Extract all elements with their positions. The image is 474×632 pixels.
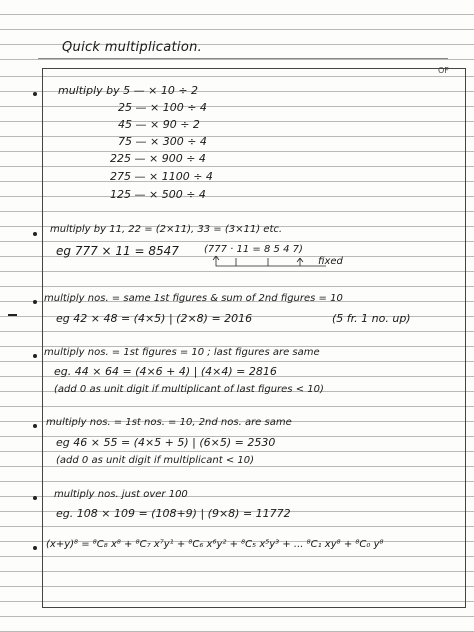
note-line: multiply nos. = same 1st figures & sum of 2nd figures = 10: [44, 293, 343, 304]
note-line: multiply nos. = 1st figures = 10 ; last figures are same: [44, 347, 320, 358]
fixed-note: fixed: [318, 256, 343, 267]
note-line: 75 — × 300 ÷ 4: [118, 135, 207, 148]
note-line: eg. 44 × 64 = (4×6 + 4) | (4×4) = 2816: [54, 365, 277, 378]
note-line: multiply nos. just over 100: [54, 489, 188, 500]
note-line: eg 777 × 11 = 8547: [56, 244, 179, 258]
bullet-section-1: [33, 92, 37, 96]
note-line: (5 fr. 1 no. up): [332, 312, 411, 325]
bullet-section-6: [33, 496, 37, 500]
page-mark: OF: [438, 66, 449, 75]
note-line: eg 46 × 55 = (4×5 + 5) | (6×5) = 2530: [56, 436, 276, 449]
header-rule: [38, 58, 448, 59]
note-line: (add 0 as unit digit if multiplicant < 10): [56, 455, 255, 466]
bullet-section-3: [33, 300, 37, 304]
bullet-section-2: [33, 232, 37, 236]
note-line: 275 — × 1100 ÷ 4: [110, 170, 213, 183]
note-line: multiply by 11, 22 = (2×11), 33 = (3×11) etc.: [50, 224, 283, 235]
margin-tick-mark: [8, 314, 17, 316]
note-line: eg. 108 × 109 = (108+9) | (9×8) = 11772: [56, 507, 291, 520]
note-line: multiply by 5 — × 10 ÷ 2: [58, 84, 199, 97]
page-title: Quick multiplication.: [62, 40, 203, 55]
binomial-expansion: (x+y)⁸ = ⁸C₈ x⁸ + ⁸C₇ x⁷y¹ + ⁸C₆ x⁶y² + ⁸C₅ x⁵y³ + ... ⁸C₁ xy⁸ + ⁸C₀ y⁸: [46, 539, 384, 550]
note-line: (add 0 as unit digit if multiplicant of last figures < 10): [54, 384, 324, 395]
note-line: (777 · 11 = 8 5 4 7): [204, 244, 303, 255]
note-line: eg 42 × 48 = (4×5) | (2×8) = 2016: [56, 312, 253, 325]
page-margin-frame: [42, 68, 466, 608]
note-line: multiply nos. = 1st nos. = 10, 2nd nos. are same: [46, 417, 292, 428]
note-line: 45 — × 90 ÷ 2: [118, 118, 200, 131]
note-line: 225 — × 900 ÷ 4: [110, 152, 206, 165]
bullet-section-4: [33, 354, 37, 358]
note-line: 125 — × 500 ÷ 4: [110, 188, 206, 201]
note-line: 25 — × 100 ÷ 4: [118, 101, 207, 114]
bullet-section-7: [33, 546, 37, 550]
bullet-section-5: [33, 424, 37, 428]
